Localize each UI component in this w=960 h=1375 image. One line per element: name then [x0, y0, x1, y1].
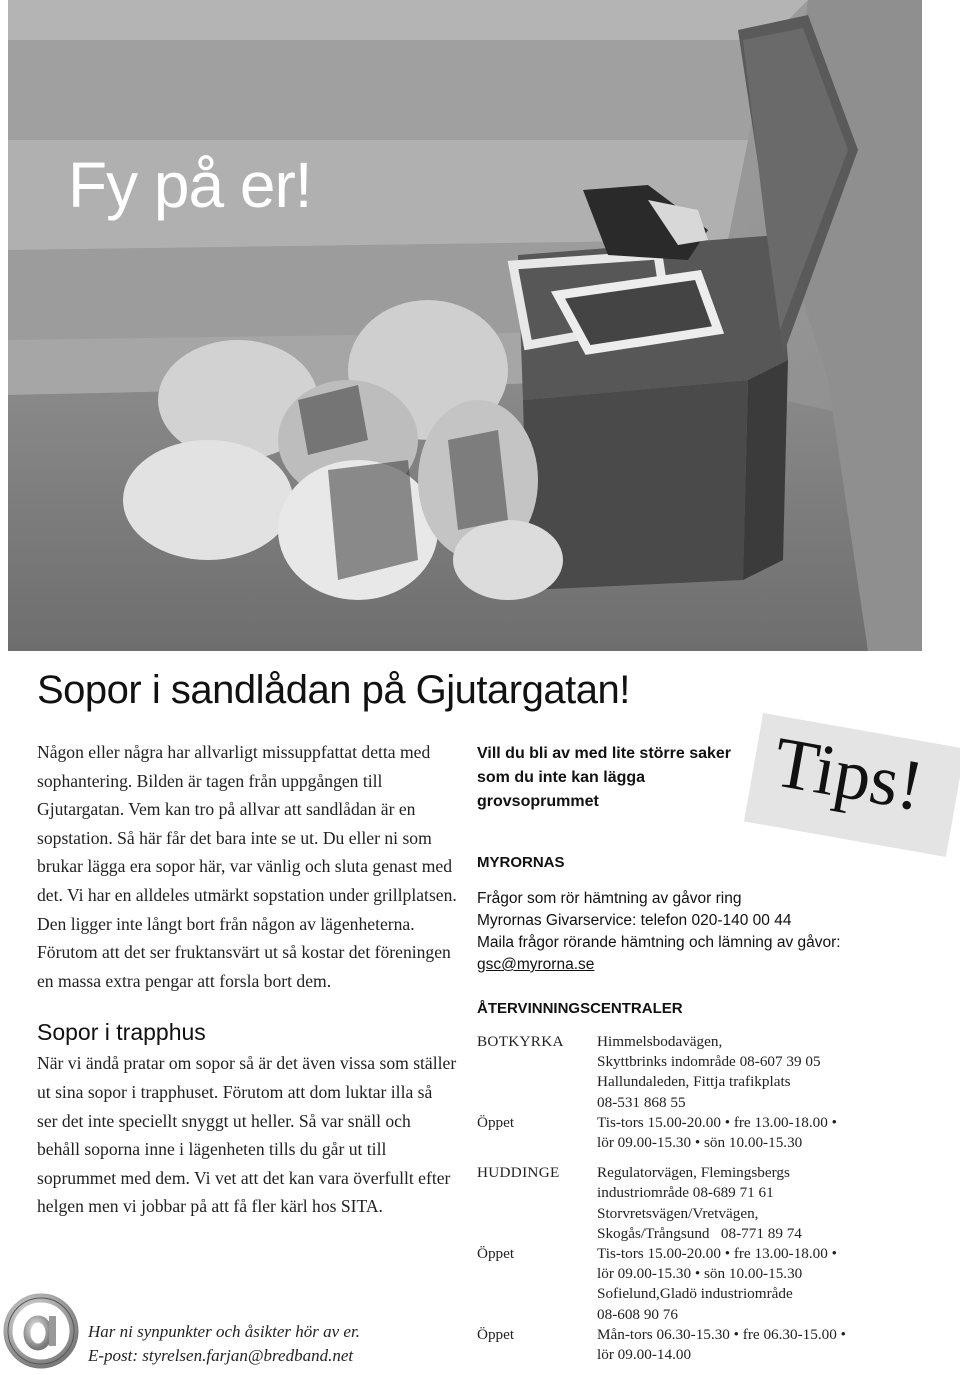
row-text: Himmelsbodavägen, — [597, 1033, 723, 1050]
row-label — [477, 1284, 597, 1304]
stairwell-title: Sopor i trapphus — [37, 1019, 206, 1046]
row-label: Öppet — [477, 1325, 515, 1343]
row-label — [477, 1183, 597, 1203]
row-text: Skogås/Trångsund 08-771 89 74 — [597, 1224, 802, 1242]
headline: Fy på er! — [68, 149, 312, 221]
row-label: HUDDINGE — [477, 1164, 560, 1182]
row-label — [477, 1305, 597, 1325]
table-row — [477, 1224, 947, 1244]
myrornas-info — [477, 888, 947, 976]
recycling-title: ÅTERVINNINGSCENTRALER — [477, 1000, 683, 1017]
row-label: Öppet — [477, 1113, 515, 1131]
row-label: Öppet — [477, 1245, 515, 1263]
row-label — [477, 1345, 597, 1365]
row-label — [477, 1224, 597, 1244]
table-row — [477, 1163, 947, 1183]
row-label — [477, 1264, 597, 1284]
table-row — [477, 1113, 947, 1133]
contact-footer — [88, 1320, 360, 1368]
intro-paragraph: Någon eller några har allvarligt missuppfattat detta med sophantering. Bilden är tagen från uppgången till Gjutargatan. Vem kan tro på allvar att sandlådan är en sopstation. Så här får det bara inte se ut. Du eller ni som brukar lägga era sopor här, var vänlig och sluta genast med det. Vi har en alldeles utmärkt sopstation under grillplatsen. Den ligger inte långt bort från någon av lägenheterna. Förutom att det ser fruktansvärt ut så kostar det föreningen en massa extra pengar att forsla bort dem. — [37, 742, 457, 991]
myrornas-line: Frågor som rör hämtning av gåvor ring — [477, 890, 742, 907]
row-text: 08-531 868 55 — [597, 1093, 686, 1111]
row-text: Sofielund,Gladö industriområde — [597, 1285, 793, 1303]
row-label — [477, 1093, 597, 1113]
stairwell-paragraph: När vi ändå pratar om sopor så är det även vissa som ställer ut sina sopor i trapphuset. Förutom att dom luktar illa så ser det inte speciellt snyggt ut heller. Så var snäll och behåll soporna inne i lägenheten tills du går ut till soprummet med dem. Vi vet att det kan vara överfullt efter helgen men vi jobbar på att få fler kärl hos SITA. — [37, 1053, 457, 1217]
table-row — [477, 1264, 947, 1284]
table-row — [477, 1325, 947, 1345]
row-text: Skyttbrinks indområde 08-607 39 05 — [597, 1053, 821, 1071]
row-text: 08-608 90 76 — [597, 1305, 678, 1323]
tips-label: Tips! — [768, 721, 930, 827]
table-row — [477, 1244, 947, 1264]
table-row — [477, 1133, 947, 1153]
contact-email[interactable]: E-post: styrelsen.farjan@bredband.net — [88, 1346, 354, 1365]
at-sign-icon — [2, 1292, 80, 1370]
row-label — [477, 1204, 597, 1224]
row-label — [477, 1133, 597, 1153]
row-text: industriområde 08-689 71 61 — [597, 1184, 774, 1202]
contact-line: Har ni synpunkter och åsikter hör av er. — [88, 1322, 360, 1341]
table-row — [477, 1052, 947, 1072]
tips-intro: Vill du bli av med lite större saker som du inte kan lägga grovsoprummet — [477, 745, 732, 810]
table-row — [477, 1032, 947, 1052]
myrornas-line: Maila frågor rörande hämtning och lämning av gåvor: — [477, 934, 841, 951]
table-row — [477, 1305, 947, 1325]
myrornas-title: MYRORNAS — [477, 854, 565, 871]
table-row — [477, 1183, 947, 1203]
table-row — [477, 1345, 947, 1365]
right-column — [477, 742, 947, 1364]
table-row — [477, 1072, 947, 1092]
main-title: Sopor i sandlådan på Gjutargatan! — [37, 668, 630, 712]
row-text: lör 09.00-15.30 • sön 10.00-15.30 — [597, 1134, 803, 1152]
row-text: Tis-tors 15.00-20.00 • fre 13.00-18.00 • — [597, 1113, 837, 1131]
row-label — [477, 1052, 597, 1072]
myrornas-phone: Myrornas Givarservice: telefon 020-140 00 44 — [477, 912, 792, 929]
table-row — [477, 1284, 947, 1304]
row-label: BOTKYRKA — [477, 1033, 564, 1050]
row-label — [477, 1072, 597, 1092]
row-text: Regulatorvägen, Flemingsbergs — [597, 1164, 790, 1182]
table-row — [477, 1204, 947, 1224]
row-text: lör 09.00-14.00 — [597, 1346, 692, 1364]
trash-photo — [8, 0, 922, 651]
row-text: Storvretsvägen/Vretvägen, — [597, 1204, 759, 1222]
table-row — [477, 1093, 947, 1113]
row-text: Mån-tors 06.30-15.30 • fre 06.30-15.00 • — [597, 1325, 846, 1343]
recycling-table — [477, 1032, 947, 1365]
row-text: Tis-tors 15.00-20.00 • fre 13.00-18.00 • — [597, 1245, 837, 1263]
left-column — [37, 738, 457, 1221]
row-text: lör 09.00-15.30 • sön 10.00-15.30 — [597, 1265, 803, 1283]
myrornas-email-link[interactable]: gsc@myrorna.se — [477, 956, 595, 973]
row-text: Hallundaleden, Fittja trafikplats — [597, 1073, 791, 1091]
